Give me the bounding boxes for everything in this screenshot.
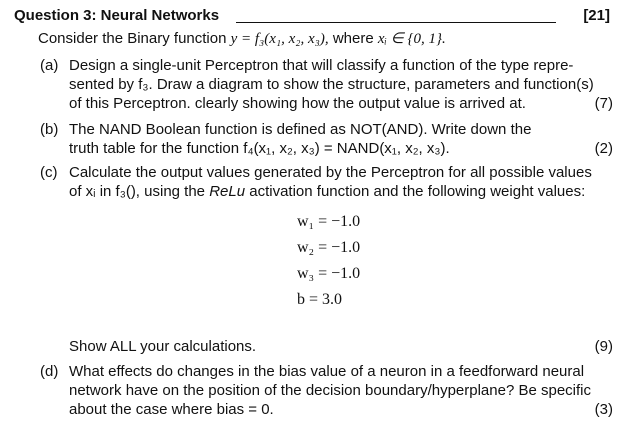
part-b-line-2 — [69, 139, 613, 158]
intro-domain: xᵢ ∈ {0, 1}. — [377, 31, 446, 47]
part-c-show-text: Show ALL your calculations. — [69, 338, 257, 355]
part-d-line-2: network have on the position of the decision boundary/hyperplane? Be specific — [69, 382, 592, 399]
part-a-line-1: Design a single-unit Perceptron that will classify a function of the type repre- — [69, 57, 574, 74]
question-intro — [38, 29, 446, 48]
part-d-line-1: What effects do changes in the bias value of a neuron in a feedforward neural — [69, 363, 585, 380]
part-c-line-2-post: activation function and the following weight values: — [249, 183, 586, 200]
part-c-show-line — [69, 337, 613, 356]
part-b-marks: (2) — [594, 140, 613, 157]
intro-where: where — [332, 30, 374, 47]
weight-equations — [297, 213, 360, 317]
header-rule — [236, 22, 556, 23]
part-d-line-3-text: about the case where bias = 0. — [69, 401, 274, 418]
intro-function: y = f₃(x₁, x₂, x₃), — [230, 31, 329, 47]
part-d-label: (d) — [40, 363, 59, 380]
part-c-line-2 — [69, 182, 613, 201]
part-a-line-2: sented by f₃. Draw a diagram to show the structure, parameters and function(s) — [69, 76, 594, 93]
part-c-relu: ReLu — [209, 183, 246, 200]
part-d-line-3 — [69, 400, 613, 419]
part-a-line-3 — [69, 94, 613, 113]
part-c-line-1: Calculate the output values generated by the Perceptron for all possible values — [69, 164, 592, 181]
part-b-line-2-text: truth table for the function f₄(x₁, x₂, x₃) = NAND(x₁, x₂, x₃). — [69, 140, 450, 157]
part-c-marks: (9) — [594, 338, 613, 355]
part-c-line-2-pre: of xᵢ in f₃(), using the — [69, 183, 206, 200]
equation-w1: w₁ = −1.0 — [297, 213, 361, 230]
part-b-line-1: The NAND Boolean function is defined as NOT(AND). Write down the — [69, 121, 532, 138]
equation-w3: w₃ = −1.0 — [297, 265, 361, 282]
part-a-label: (a) — [40, 57, 59, 74]
part-d-marks: (3) — [594, 401, 613, 418]
question-header — [14, 7, 610, 29]
equation-b: b = 3.0 — [297, 291, 343, 308]
question-total-marks: [21] — [583, 7, 610, 24]
question-title: Question 3: Neural Networks — [14, 7, 220, 24]
part-a-marks: (7) — [594, 95, 613, 112]
part-c-label: (c) — [40, 164, 58, 181]
part-a-line-3-text: of this Perceptron. clearly showing how the output value is arrived at. — [69, 95, 526, 112]
part-b-label: (b) — [40, 121, 59, 138]
equation-w2: w₂ = −1.0 — [297, 239, 361, 256]
intro-text: Consider the Binary function — [38, 30, 227, 47]
